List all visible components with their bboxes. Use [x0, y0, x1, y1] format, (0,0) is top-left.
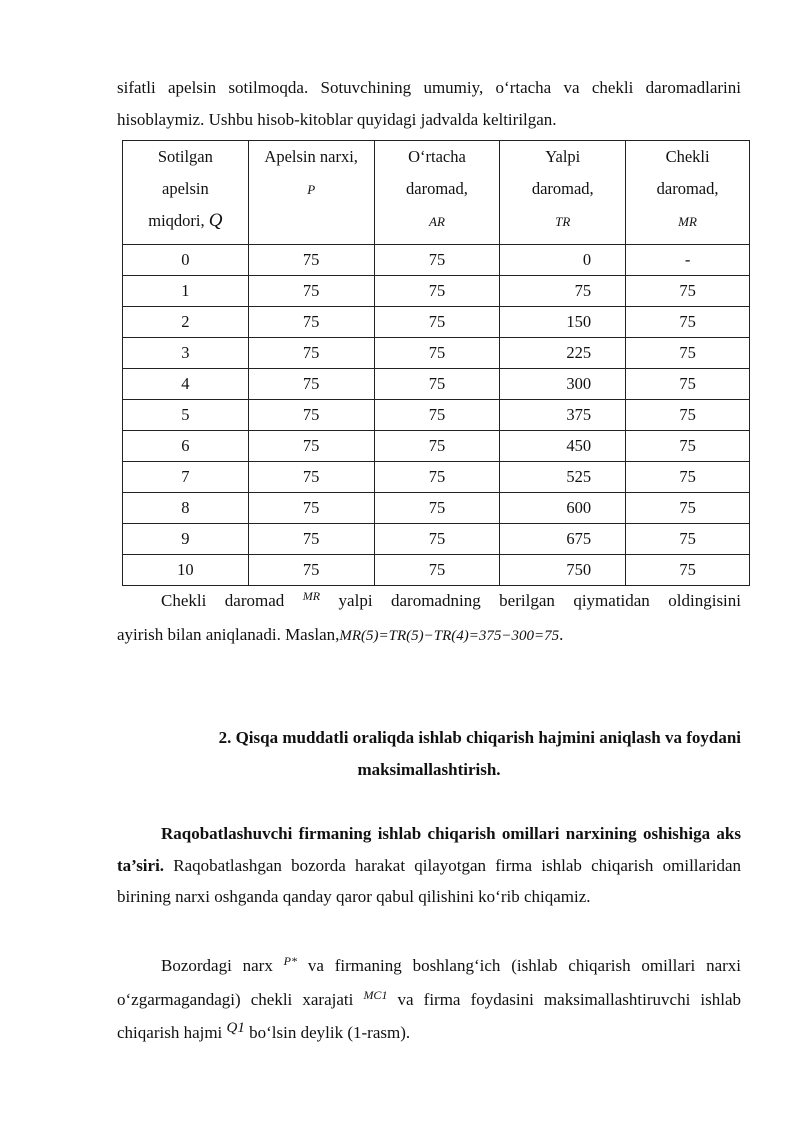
var-mr-inline: MR: [302, 589, 321, 603]
table-cell: 75: [248, 307, 374, 338]
table-cell: 75: [374, 245, 500, 276]
table-cell: 750: [500, 555, 626, 586]
table-cell: 675: [500, 524, 626, 555]
table-cell: 0: [500, 245, 626, 276]
section-heading: [117, 722, 741, 785]
table-cell: 75: [626, 338, 750, 369]
table-row: [123, 524, 750, 555]
table-row: [123, 369, 750, 400]
header-quantity: Sotilgan apelsin miqdori, Q: [123, 141, 249, 245]
table-cell: 75: [248, 524, 374, 555]
var-tr: TR: [555, 214, 571, 229]
table-cell: 75: [374, 400, 500, 431]
table-cell: 8: [123, 493, 249, 524]
table-row: [123, 431, 750, 462]
table-row: [123, 400, 750, 431]
header-total-revenue: Yalpi daromad, TR: [500, 141, 626, 245]
table-cell: 75: [248, 369, 374, 400]
var-q: Q: [208, 210, 223, 231]
table-cell: 2: [123, 307, 249, 338]
table-cell: 75: [374, 276, 500, 307]
table-row: [123, 555, 750, 586]
table-cell: 10: [123, 555, 249, 586]
header-marginal-revenue: Chekli daromad, MR: [626, 141, 750, 245]
table-cell: 75: [500, 276, 626, 307]
table-cell: 75: [374, 524, 500, 555]
after-table-paragraph: [117, 585, 741, 652]
table-cell: 450: [500, 431, 626, 462]
section-heading-line-2: maksimallashtirish.: [357, 759, 501, 779]
intro-paragraph: [117, 72, 741, 135]
var-p-star: P*: [283, 954, 298, 968]
table-cell: 375: [500, 400, 626, 431]
table-row: [123, 307, 750, 338]
table-cell: 75: [626, 493, 750, 524]
table-cell: 75: [248, 338, 374, 369]
table-cell: 75: [248, 400, 374, 431]
header-price: Apelsin narxi, P: [248, 141, 374, 245]
var-mr: MR: [678, 214, 697, 229]
after-table-line-1: Chekli daromad $^{MR}$ yalpi daromadning berilgan qiymatidan oldingisini: [161, 589, 742, 610]
table-cell: 75: [248, 493, 374, 524]
table-cell: 0: [123, 245, 249, 276]
table-cell: 75: [374, 338, 500, 369]
table-cell: 75: [374, 555, 500, 586]
table-cell: 75: [248, 245, 374, 276]
table-cell: -: [626, 245, 750, 276]
table-cell: 75: [626, 462, 750, 493]
table-cell: 75: [374, 431, 500, 462]
table-cell: 300: [500, 369, 626, 400]
table-cell: 225: [500, 338, 626, 369]
table-cell: 3: [123, 338, 249, 369]
table-cell: 150: [500, 307, 626, 338]
table-cell: 75: [374, 369, 500, 400]
header-average-revenue: O‘rtacha daromad, AR: [374, 141, 500, 245]
table-cell: 1: [123, 276, 249, 307]
table-cell: 4: [123, 369, 249, 400]
table-cell: 75: [374, 493, 500, 524]
after-table-line-2: ayirish bilan aniqlanadi. Maslan,MR(5)=TR(5)−TR(4)=375−300=75.: [117, 624, 564, 644]
paragraph-factor-price: [117, 818, 741, 913]
intro-line-2: hisoblaymiz. Ushbu hisob-kitoblar quyidagi jadvalda keltirilgan.: [117, 109, 557, 129]
revenue-table: [122, 140, 750, 586]
var-ar: AR: [429, 214, 445, 229]
table-row: [123, 493, 750, 524]
table-cell: 75: [248, 462, 374, 493]
paragraph-factor-price-text: Raqobatlashgan bozorda harakat qilayotgan firma ishlab chiqarish omillaridan birining narxi oshganda qanday qaror qabul qilishini ko‘rib chiqamiz.: [117, 855, 742, 906]
section-heading-line-1: 2. Qisqa muddatli oraliqda ishlab chiqarish hajmini aniqlash va foydani: [218, 728, 741, 747]
table-cell: 7: [123, 462, 249, 493]
table-cell: 525: [500, 462, 626, 493]
paragraph-factor-price-bold: Raqobatlashuvchi firmaning ishlab chiqarish omillari narxining oshishiga aks ta’siri.: [117, 824, 741, 875]
table-cell: 75: [626, 431, 750, 462]
table-cell: 75: [626, 400, 750, 431]
table-cell: 9: [123, 524, 249, 555]
table-row: [123, 276, 750, 307]
table-cell: 75: [626, 369, 750, 400]
table-header-row: [123, 141, 750, 245]
var-p: P: [307, 182, 316, 197]
table-cell: 75: [248, 276, 374, 307]
marginal-revenue-formula: MR(5)=TR(5)−TR(4)=375−300=75: [339, 627, 560, 644]
table-row: [123, 338, 750, 369]
table-row: [123, 245, 750, 276]
table-row: [123, 462, 750, 493]
var-q1: Q1: [226, 1020, 245, 1036]
table-cell: 5: [123, 400, 249, 431]
table-cell: 6: [123, 431, 249, 462]
table-cell: 600: [500, 493, 626, 524]
table-body: [123, 245, 750, 586]
paragraph-market-price: Bozordagi narx $^{P*}$ va firmaning boshlang‘ich (ishlab chiqarish omillari narxi o‘zgarmagandagi) chekli xarajati $^{MC1}$ va firma foydasini maksimallashtiruvchi ishlab chiqarish hajmi Q1 bo‘lsin deylik (1-rasm).: [117, 954, 742, 1042]
table-cell: 75: [248, 431, 374, 462]
intro-line-1: sifatli apelsin sotilmoqda. Sotuvchining umumiy, o‘rtacha va chekli daromadlarini: [117, 78, 741, 97]
table-cell: 75: [626, 276, 750, 307]
table-cell: 75: [248, 555, 374, 586]
table-cell: 75: [626, 524, 750, 555]
table-cell: 75: [374, 462, 500, 493]
var-mc1: MC1: [363, 987, 388, 1002]
table-cell: 75: [626, 307, 750, 338]
table-cell: 75: [626, 555, 750, 586]
table-cell: 75: [374, 307, 500, 338]
